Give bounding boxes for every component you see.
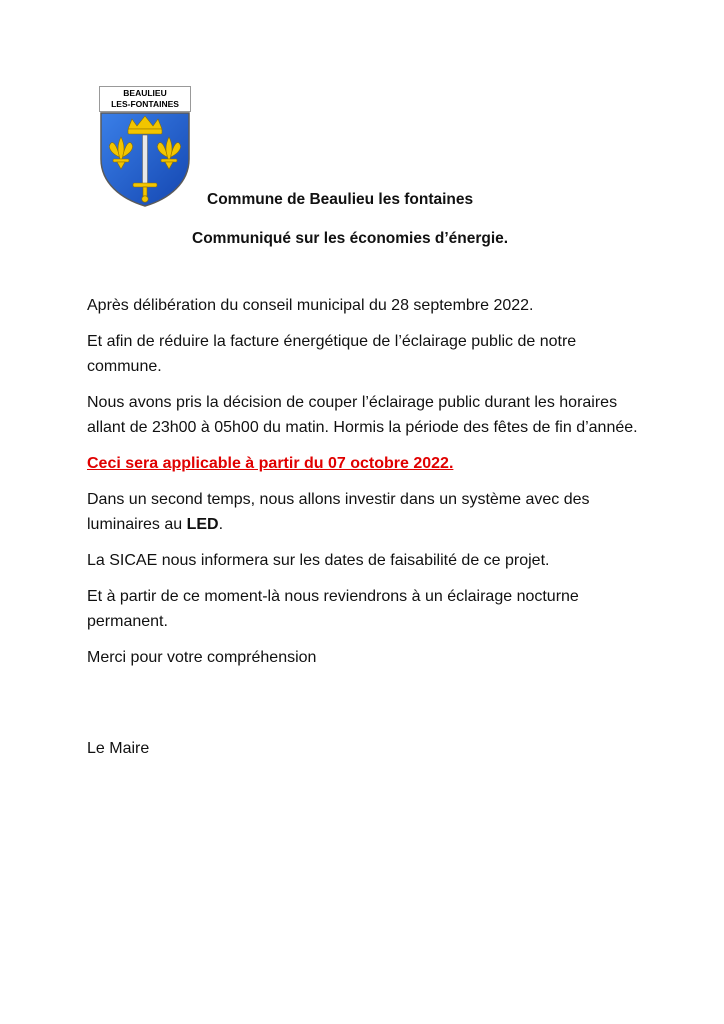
paragraph-thanks: Merci pour votre compréhension xyxy=(87,649,317,666)
investment-text: Dans un second temps, nous allons investir dans un système avec des luminaires au xyxy=(87,491,590,533)
paragraph-effective-date xyxy=(87,451,647,476)
signature: Le Maire xyxy=(87,740,150,757)
paragraph-purpose: Et afin de réduire la facture énergétique de l’éclairage public de notre commune. xyxy=(87,333,577,375)
letter-body xyxy=(87,293,647,681)
led-emphasis: LED xyxy=(186,516,219,533)
crest-line-2: LES-FONTAINES xyxy=(111,99,179,109)
page-subtitle: Communiqué sur les économies d’énergie. xyxy=(192,230,509,247)
page-title: Commune de Beaulieu les fontaines xyxy=(207,191,474,208)
coat-of-arms-logo xyxy=(99,86,191,208)
effective-date-notice: Ceci sera applicable à partir du 07 octobre 2022. xyxy=(87,455,454,472)
paragraph-decision: Nous avons pris la décision de couper l’éclairage public durant les horaires allant de 23h00 à 05h00 du matin. Hormis la période des fêtes de fin d’année. xyxy=(87,394,638,436)
paragraph-deliberation: Après délibération du conseil municipal du 28 septembre 2022. xyxy=(87,297,534,314)
crest-line-1: BEAULIEU xyxy=(123,88,167,98)
paragraph-sicae: La SICAE nous informera sur les dates de faisabilité de ce projet. xyxy=(87,552,550,569)
paragraph-investment xyxy=(87,487,647,537)
paragraph-return: Et à partir de ce moment-là nous reviendrons à un éclairage nocturne permanent. xyxy=(87,588,579,630)
investment-period: . xyxy=(218,516,224,533)
crest-banner xyxy=(99,86,191,112)
